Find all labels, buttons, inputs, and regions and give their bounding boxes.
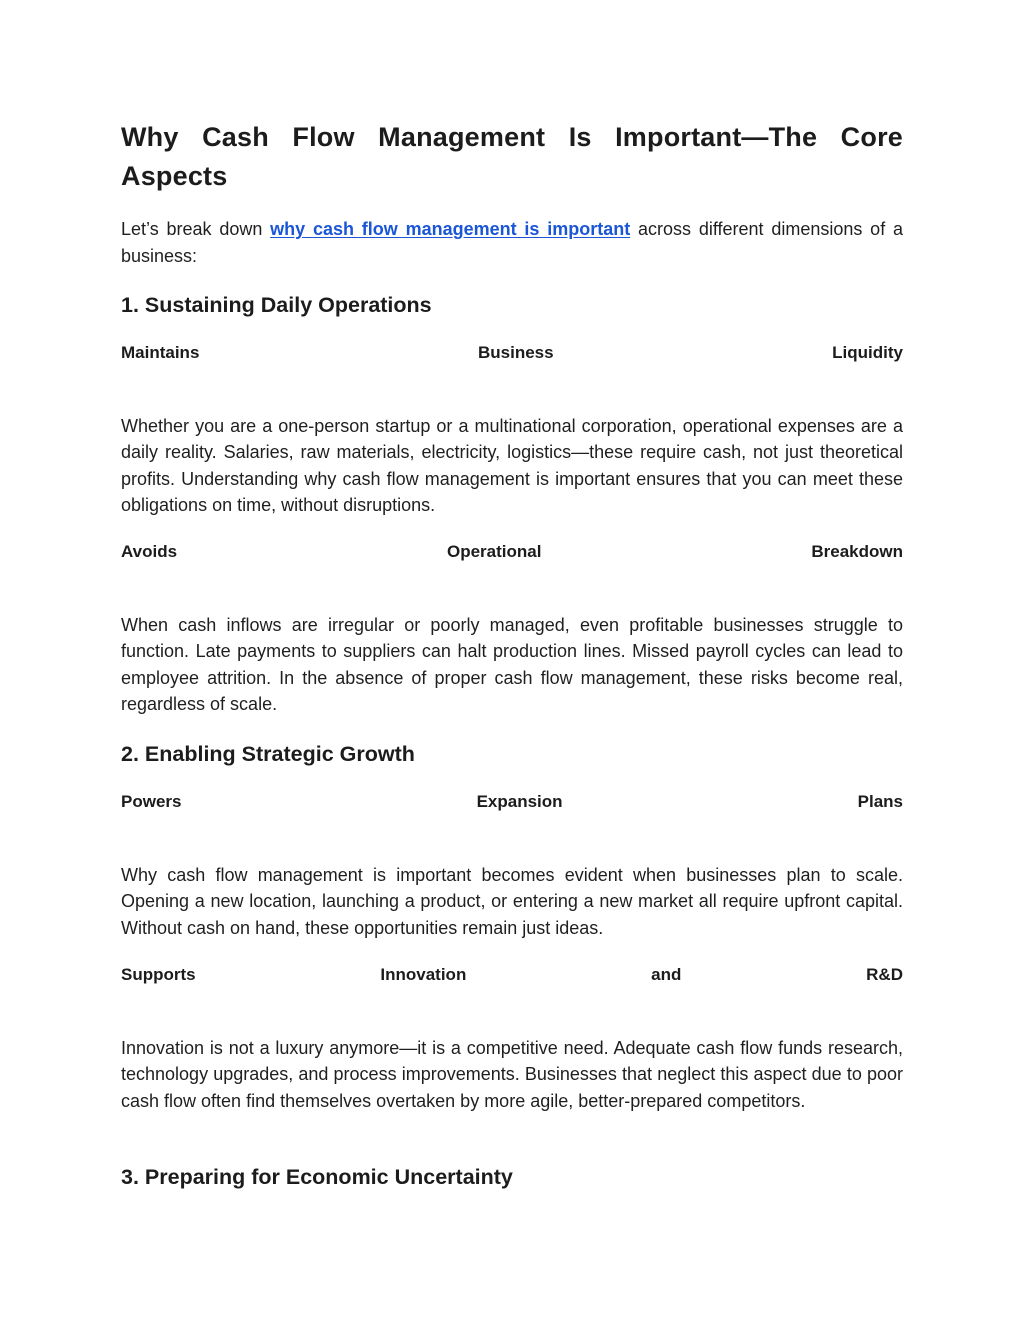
subheading-word: Expansion	[476, 792, 563, 811]
subheading-powers-expansion-plans	[121, 790, 903, 814]
subheading-word: Supports	[121, 965, 196, 984]
subheading-word: Powers	[121, 792, 182, 811]
subheading-word: and	[651, 965, 682, 984]
paragraph-daily-operations: Whether you are a one-person startup or a multinational corporation, operational expenses are a daily reality. Salaries, raw materials, electricity, logistics—these require cash, not just theoretical profits. Understanding why cash flow management is important ensures that you can meet these obligations on time, without disruptions.	[121, 416, 903, 515]
intro-text-after: across different dimensions of a business:	[121, 219, 903, 266]
subheading-word: Business	[477, 343, 554, 362]
subheading-word: Avoids	[121, 542, 178, 561]
section-heading-sustaining-daily-operations: 1. Sustaining Daily Operations	[121, 293, 432, 317]
subheading-word: Liquidity	[832, 343, 903, 362]
paragraph-innovation-rd: Innovation is not a luxury anymore—it is a competitive need. Adequate cash flow funds research, technology upgrades, and process improvements. Businesses that neglect this aspect due to poor cash flow often find themselves overtaken by more agile, better-prepared competitors.	[121, 1038, 903, 1111]
subheading-avoids-operational-breakdown	[121, 540, 903, 564]
subheading-word: R&D	[866, 965, 903, 984]
subheading-word: Breakdown	[811, 542, 903, 561]
subheading-word: Innovation	[380, 965, 467, 984]
section-heading-enabling-strategic-growth: 2. Enabling Strategic Growth	[121, 742, 415, 766]
section-heading-economic-uncertainty: 3. Preparing for Economic Uncertainty	[121, 1165, 513, 1189]
intro-paragraph	[121, 216, 903, 269]
page-title: Why Cash Flow Management Is Important—The Core Aspects	[121, 122, 903, 191]
intro-link[interactable]: why cash flow management is important	[270, 219, 631, 239]
intro-text-before: Let’s break down	[121, 219, 271, 239]
paragraph-expansion-plans: Why cash flow management is important becomes evident when businesses plan to scale. Opening a new location, launching a product, or entering a new market all require upfront capital. Without cash on hand, these opportunities remain just ideas.	[121, 865, 903, 938]
subheading-word: Operational	[446, 542, 542, 561]
subheading-supports-innovation-rd	[121, 963, 903, 987]
subheading-word: Maintains	[121, 343, 200, 362]
subheading-word: Plans	[857, 792, 903, 811]
paragraph-operational-breakdown: When cash inflows are irregular or poorly managed, even profitable businesses struggle to function. Late payments to suppliers can halt production lines. Missed payroll cycles can lead to employee attrition. In the absence of proper cash flow management, these risks become real, regardless of scale.	[121, 615, 903, 714]
subheading-maintains-business-liquidity	[121, 341, 903, 365]
